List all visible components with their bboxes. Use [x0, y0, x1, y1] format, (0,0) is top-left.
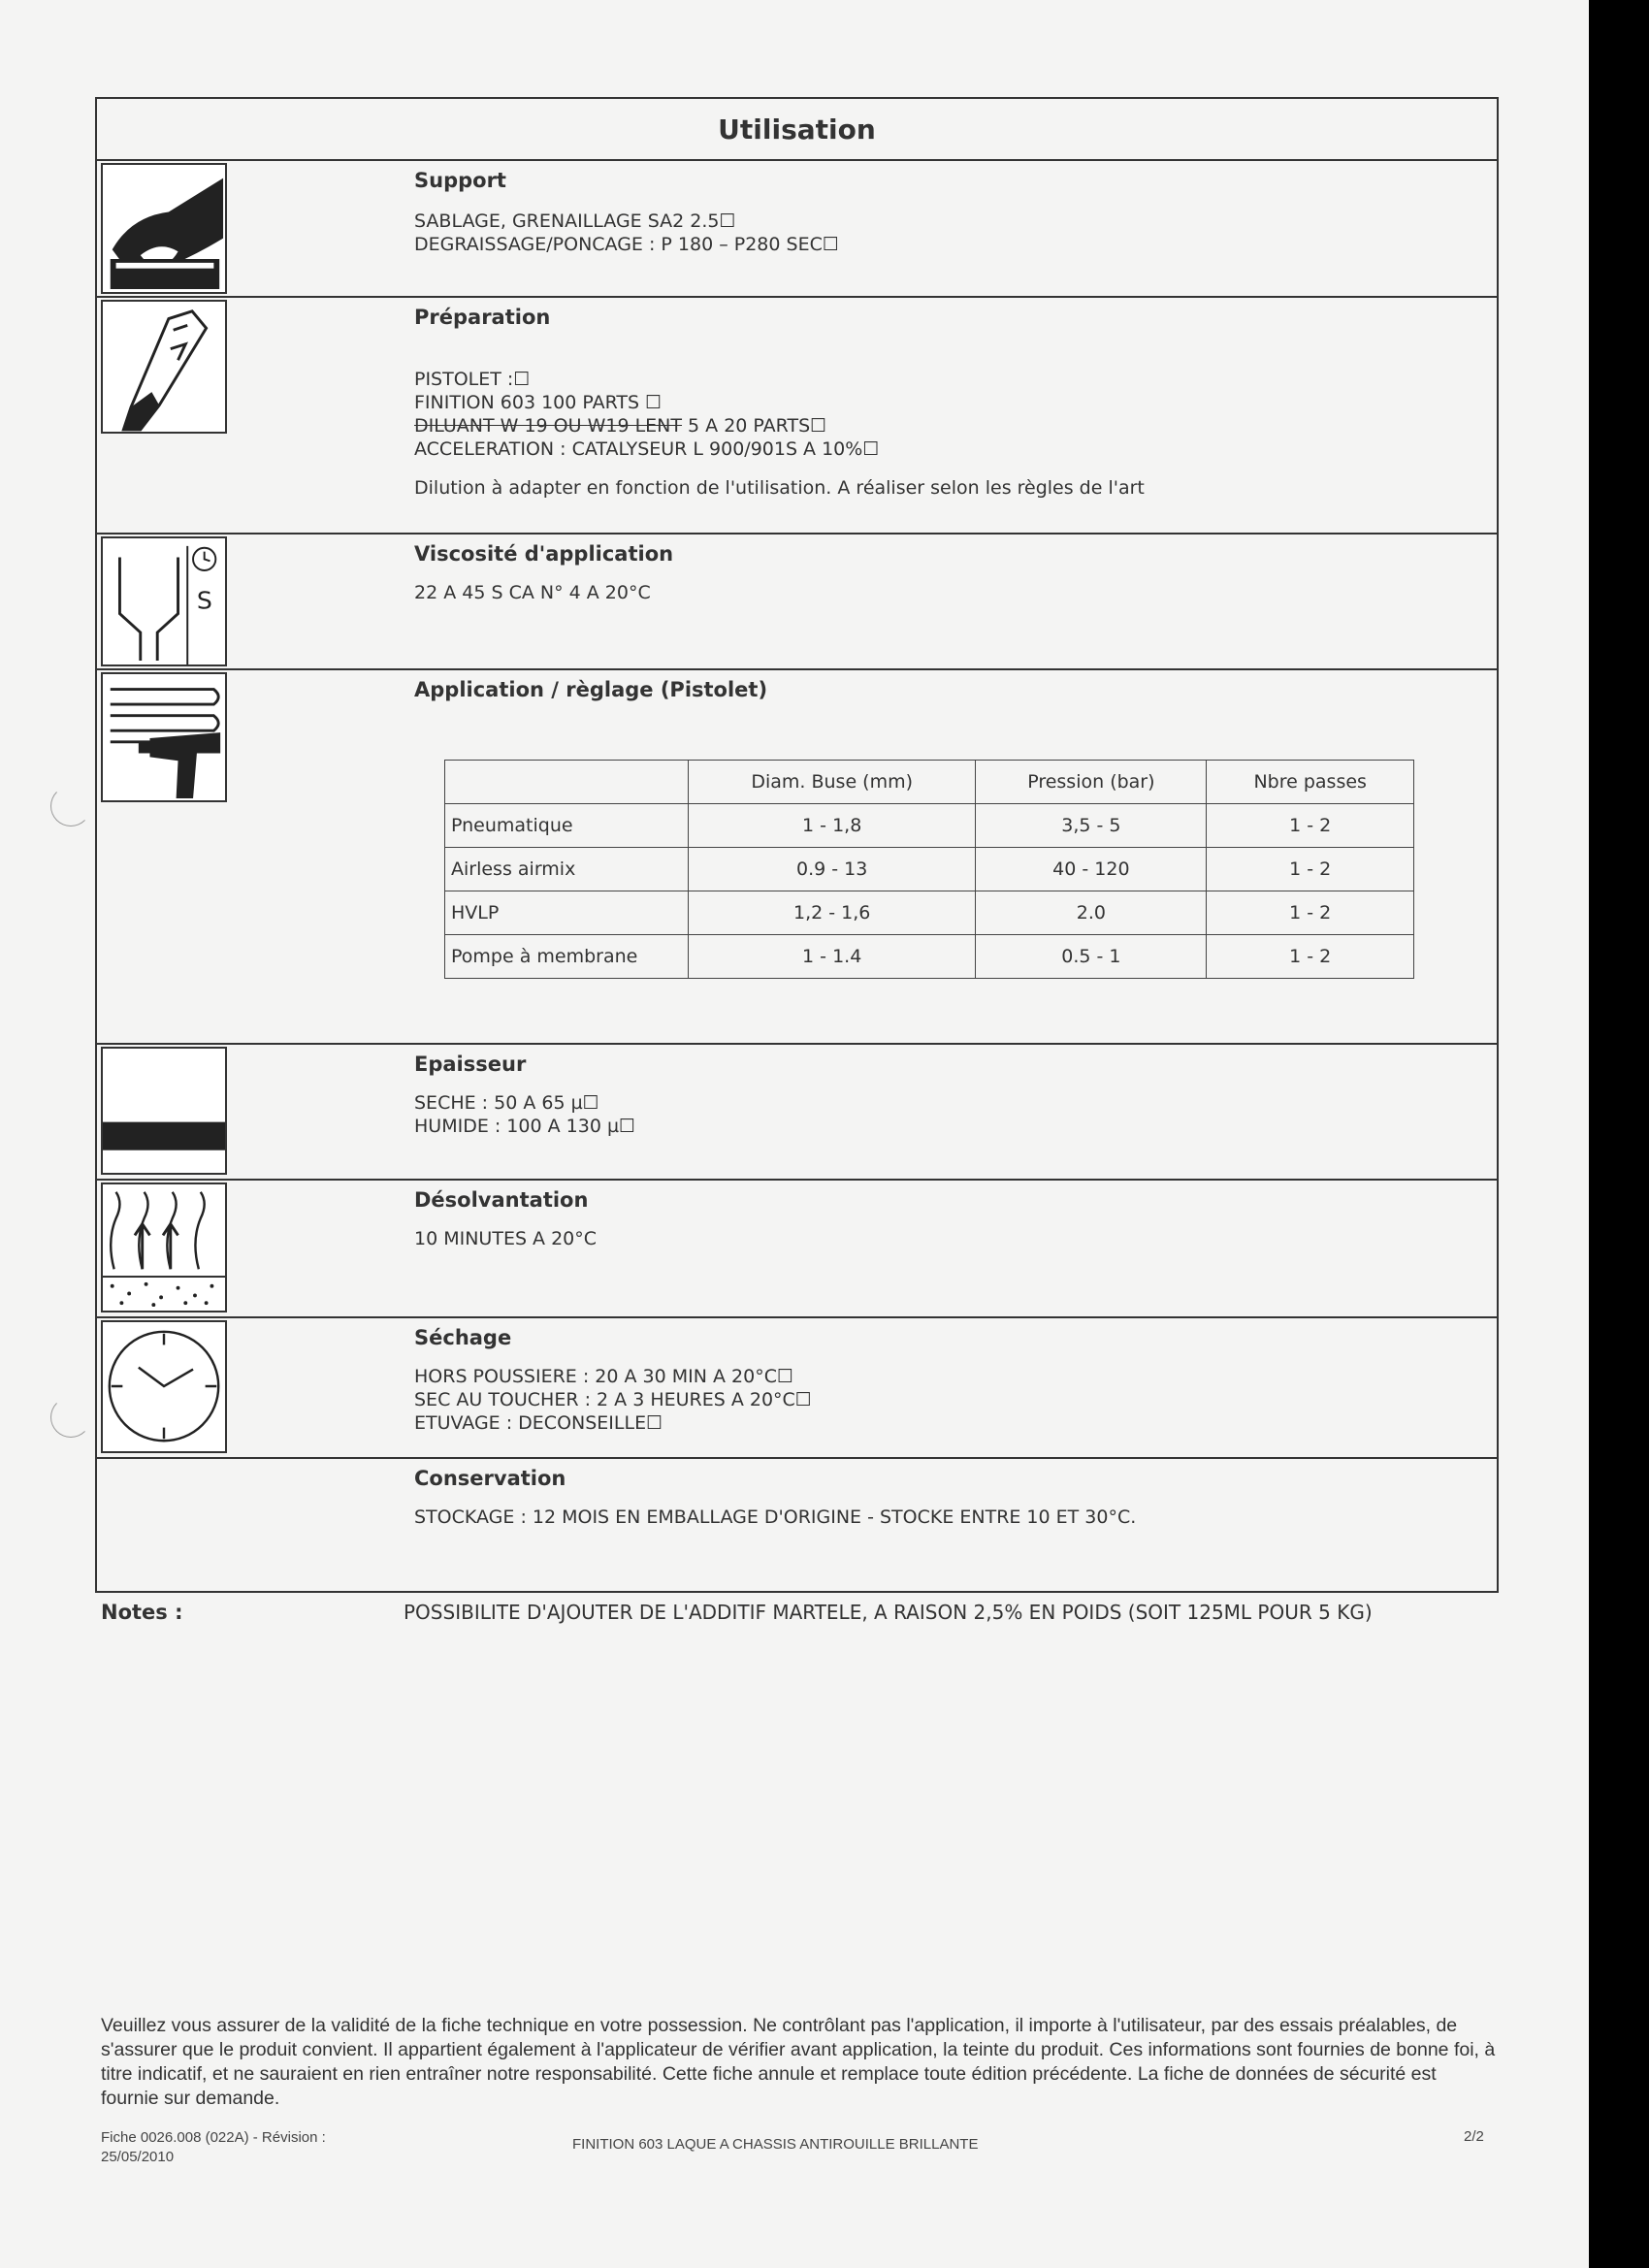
section-support — [97, 161, 1497, 298]
table-cell: Airless airmix — [445, 848, 689, 891]
table-header-row — [445, 761, 1414, 804]
viscosite-value: 22 A 45 S CA N° 4 A 20°C — [414, 582, 651, 603]
notes-label: Notes : — [101, 1601, 183, 1624]
clock-icon — [101, 1320, 227, 1453]
footer-product: FINITION 603 LAQUE A CHASSIS ANTIROUILLE BRILLANTE — [572, 2136, 979, 2153]
section-desolvantation — [97, 1181, 1497, 1318]
sechage-line: HORS POUSSIERE : 20 A 30 MIN A 20°C☐ — [414, 1366, 794, 1387]
table-cell: 2.0 — [976, 891, 1207, 935]
prep-diluant-crossed: W19 LENT — [587, 415, 683, 437]
section-title: Conservation — [414, 1467, 566, 1490]
section-title: Désolvantation — [414, 1188, 589, 1212]
footer-date: 25/05/2010 — [101, 2149, 175, 2165]
table-cell: 1 - 2 — [1207, 804, 1414, 848]
table-row — [445, 935, 1414, 979]
prep-diluant-prefix: DILUANT W 19 OU — [414, 415, 588, 437]
epaisseur-line: SECHE : 50 A 65 µ☐ — [414, 1092, 599, 1114]
footer-reference — [101, 2128, 326, 2167]
punch-hole — [50, 1397, 91, 1438]
section-application — [97, 670, 1497, 1045]
sechage-line: ETUVAGE : DECONSEILLE☐ — [414, 1412, 663, 1434]
table-cell: 1 - 2 — [1207, 891, 1414, 935]
table-cell: 1,2 - 1,6 — [689, 891, 976, 935]
page-title: Utilisation — [97, 99, 1497, 161]
prep-diluant-suffix: 5 A 20 PARTS☐ — [682, 415, 827, 437]
col-header: Pression (bar) — [976, 761, 1207, 804]
hand-surface-icon — [101, 163, 227, 294]
conservation-value: STOCKAGE : 12 MOIS EN EMBALLAGE D'ORIGINE - STOCKE ENTRE 10 ET 30°C. — [414, 1507, 1137, 1528]
table-row — [445, 891, 1414, 935]
section-preparation — [97, 298, 1497, 535]
viscosity-icon-letter: S — [196, 586, 212, 615]
table-cell: 40 - 120 — [976, 848, 1207, 891]
notes-text: POSSIBILITE D'AJOUTER DE L'ADDITIF MARTELE, A RAISON 2,5% EN POIDS (SOIT 125ML POUR 5 KG) — [404, 1601, 1373, 1624]
film-thickness-icon — [101, 1047, 227, 1175]
sechage-line: SEC AU TOUCHER : 2 A 3 HEURES A 20°C☐ — [414, 1389, 812, 1410]
section-conservation — [97, 1459, 1497, 1591]
section-title: Séchage — [414, 1326, 512, 1349]
viscosity-cup-icon — [101, 536, 227, 666]
epaisseur-line: HUMIDE : 100 A 130 µ☐ — [414, 1116, 636, 1137]
prep-note: Dilution à adapter en fonction de l'utilisation. A réaliser selon les règles de l'art — [414, 477, 1145, 499]
section-viscosite — [97, 535, 1497, 670]
section-title: Application / règlage (Pistolet) — [414, 678, 768, 701]
prep-pistolet: PISTOLET :☐ — [414, 369, 531, 390]
table-cell: 0.5 - 1 — [976, 935, 1207, 979]
section-sechage — [97, 1318, 1497, 1459]
table-cell: 1 - 2 — [1207, 848, 1414, 891]
application-settings-table — [444, 760, 1414, 979]
table-cell: Pompe à membrane — [445, 935, 689, 979]
col-header: Diam. Buse (mm) — [689, 761, 976, 804]
stirring-stick-icon — [101, 300, 227, 434]
col-header — [445, 761, 689, 804]
support-line: SABLAGE, GRENAILLAGE SA2 2.5☐ — [414, 211, 736, 232]
spray-gun-icon — [101, 672, 227, 802]
table-cell: 1 - 1,8 — [689, 804, 976, 848]
section-title: Support — [414, 169, 506, 192]
table-cell: 1 - 2 — [1207, 935, 1414, 979]
table-row — [445, 848, 1414, 891]
punch-hole — [50, 786, 91, 826]
prep-diluant — [414, 414, 1487, 437]
evaporation-icon — [101, 1183, 227, 1312]
scan-edge — [1589, 0, 1649, 2268]
section-title: Epaisseur — [414, 1053, 527, 1076]
section-title: Préparation — [414, 306, 551, 329]
prep-finition: FINITION 603 100 PARTS ☐ — [414, 392, 663, 413]
section-title: Viscosité d'application — [414, 542, 674, 566]
page-number: 2/2 — [1464, 2128, 1484, 2145]
disclaimer: Veuillez vous assurer de la validité de la fiche technique en votre possession. Ne contrôlant pas l'application, il importe à l'utilisateur, par des essais préalables, de s'assurer que le produit convient. Il appartient également à l'applicateur de vérifier avant application, la teinte du produit. Ces informations sont fournies de bonne foi, à titre indicatif, et ne sauraient en rien entraîner notre responsabilité. Cette fiche annule et remplace toute édition précédente. La fiche de données de sécurité est fournie sur demande. — [101, 2015, 1496, 2109]
prep-acceleration: ACCELERATION : CATALYSEUR L 900/901S A 10%☐ — [414, 438, 880, 460]
col-header: Nbre passes — [1207, 761, 1414, 804]
usage-sheet — [95, 97, 1499, 1593]
table-cell: 3,5 - 5 — [976, 804, 1207, 848]
desolvantation-value: 10 MINUTES A 20°C — [414, 1228, 598, 1249]
table-cell: 1 - 1.4 — [689, 935, 976, 979]
section-epaisseur — [97, 1045, 1497, 1181]
table-cell: Pneumatique — [445, 804, 689, 848]
table-cell: HVLP — [445, 891, 689, 935]
footer-ref: Fiche 0026.008 (022A) - Révision : — [101, 2129, 326, 2146]
table-cell: 0.9 - 13 — [689, 848, 976, 891]
table-row — [445, 804, 1414, 848]
support-line: DEGRAISSAGE/PONCAGE : P 180 – P280 SEC☐ — [414, 234, 839, 255]
